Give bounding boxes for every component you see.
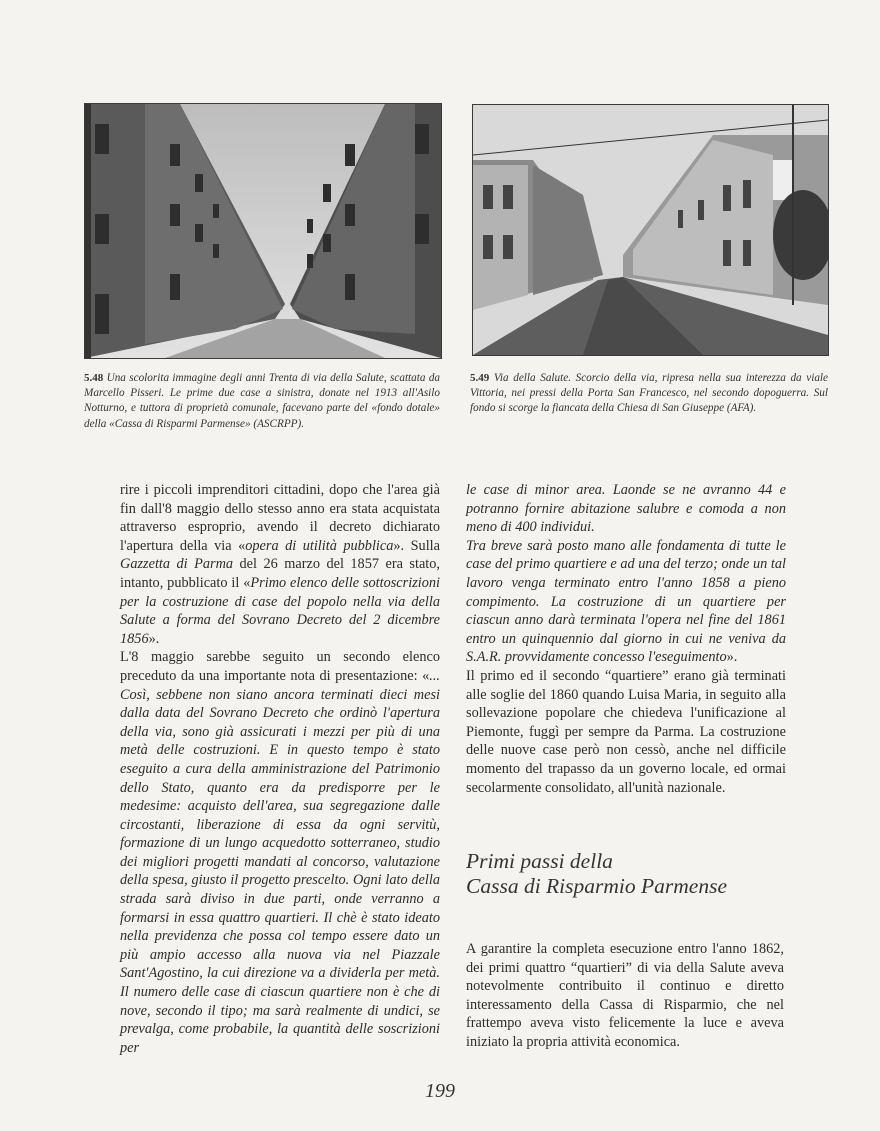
caption-number: 5.48 bbox=[84, 372, 104, 384]
text-run-italic: Primo elenco delle sottoscrizioni per la costruzione di case del popolo nella via della Salute a forma del Sovrano Decreto del 2 dicembre 1856 bbox=[120, 574, 440, 647]
paragraph: le case di minor area. Laonde se ne avranno 44 e potranno fornire abitazione salubre e comoda a non meno di 400 individui. bbox=[466, 482, 786, 536]
caption-number: 5.49 bbox=[470, 372, 490, 384]
text-run: L'8 maggio sarebbe seguito un secondo elenco preceduto da una importante nota di presentazione: « bbox=[120, 649, 440, 684]
paragraph: Il primo ed il secondo “quartiere” erano già terminati alle soglie del 1860 quando Luisa Maria, in seguito alla sollevazione popolare che chiedeva l'unificazione al Piemonte, fuggì per sempre da Parma. La costruzione delle nuove case però non cessò, anche nel difficile momento del trapasso da un governo locale, ed ormai secolarmente consolidato, all'unità nazionale. bbox=[466, 667, 786, 796]
heading-line: Primi passi della bbox=[466, 849, 613, 873]
section-body bbox=[466, 940, 784, 1052]
paragraph: A garantire la completa esecuzione entro l'anno 1862, dei primi quattro “quartieri” di via della Salute aveva notevolmente contribuito il continuo e diretto interessamento della Cassa di Risparmio, che nel frattempo aveva visto felicemente la luce e aveva iniziato la propria attività economica. bbox=[466, 941, 784, 1050]
left-text-column bbox=[120, 481, 440, 1057]
paragraph bbox=[466, 537, 786, 667]
caption-5-48 bbox=[84, 371, 440, 432]
heading-line: Cassa di Risparmio Parmense bbox=[466, 874, 727, 898]
caption-text: Una scolorita immagine degli anni Trenta di via della Salute, scattata da Marcello Pisseri. Le prime due case a sinistra, donate nel 1913 all'Asilo Notturno, e tuttora di proprietà comunale, facevano parte del «fondo dotale» della «Cassa di Risparmi Parmense» (ASCRPP). bbox=[84, 372, 441, 430]
street-photo-icon bbox=[85, 104, 441, 358]
caption-text: Via della Salute. Scorcio della via, ripresa nella sua interezza da viale Vittoria, nei pressi della Porta San Francesco, nel secondo dopoguerra. Sul fondo si scorge la fiancata della Chiesa di San Giuseppe (AFA). bbox=[470, 372, 829, 415]
text-run: ». bbox=[148, 630, 160, 647]
paragraph bbox=[120, 481, 440, 648]
right-text-column bbox=[466, 481, 786, 797]
photo-via-della-salute-postwar bbox=[472, 104, 829, 356]
text-run: ». bbox=[726, 649, 738, 666]
paragraph bbox=[120, 648, 440, 1057]
text-run: rire i piccoli imprenditori cittadini, dopo che l'area già fin dall'8 maggio dello stesso anno era stata acquistata attraverso esproprio, avendo il decreto dichiarato l'apertura della via « bbox=[120, 482, 440, 554]
text-run-italic: opera di utilità pubblica bbox=[245, 537, 394, 554]
street-photo-icon bbox=[473, 105, 828, 355]
photo-via-della-salute-1930s bbox=[84, 103, 442, 359]
caption-5-49 bbox=[470, 371, 828, 417]
page-number: 199 bbox=[425, 1080, 455, 1102]
text-run-italic: Gazzetta di Parma bbox=[120, 556, 234, 573]
text-run-italic: Tra breve sarà posto mano alle fondamenta di tutte le case del primo quartiere e ad una del terzo; onde un tal lavoro venga terminato entro l'anno 1858 a pieno compimento. La costruzione di un quartiere per ciascun anno darà terminata l'opera nel fine del 1861 entro un quinquennio dal giorno in cui ne veniva da S.A.R. provvidamente concesso l'eseguimento bbox=[466, 537, 786, 666]
section-heading bbox=[466, 849, 806, 899]
text-run: ». Sulla bbox=[393, 537, 440, 554]
text-run: del 26 marzo del 1857 era stato, intanto, pubblicato il « bbox=[120, 556, 440, 591]
text-run-italic: ... Così, sebbene non siano ancora terminati dieci mesi dalla data del Sovrano Decreto che ordinò l'apertura della via, sono già assicurati i mezzi per più di una metà delle costruzioni. E in questo tempo è stato eseguito a cura della amministrazione del Patrimonio dello Stato, quanto era da predisporre per le medesime: acquisto dell'area, sua segregazione dalle circostanti, liberazione di essa da ogni servitù, formazione di un lungo acquedotto sotterraneo, studio dei migliori progetti mandati al concorso, valutazione della spesa, giusto il progetto prescelto. Ogni lato della strada sarà diviso in due parti, onde verranno a formarsi in essa quattro quartieri. Il chè è stato ideato nella previdenza che possa col tempo essere dato un più ampio accesso alla nuova via nel Piazzale Sant'Agostino, la cui direzione va a dividerla per metà. Il numero delle case di ciascun quartiere non è che di nove, secondo il tipo; ma sarà realmente di undici, se prevalga, come probabile, la quantità delle soscrizioni per bbox=[120, 667, 440, 1056]
